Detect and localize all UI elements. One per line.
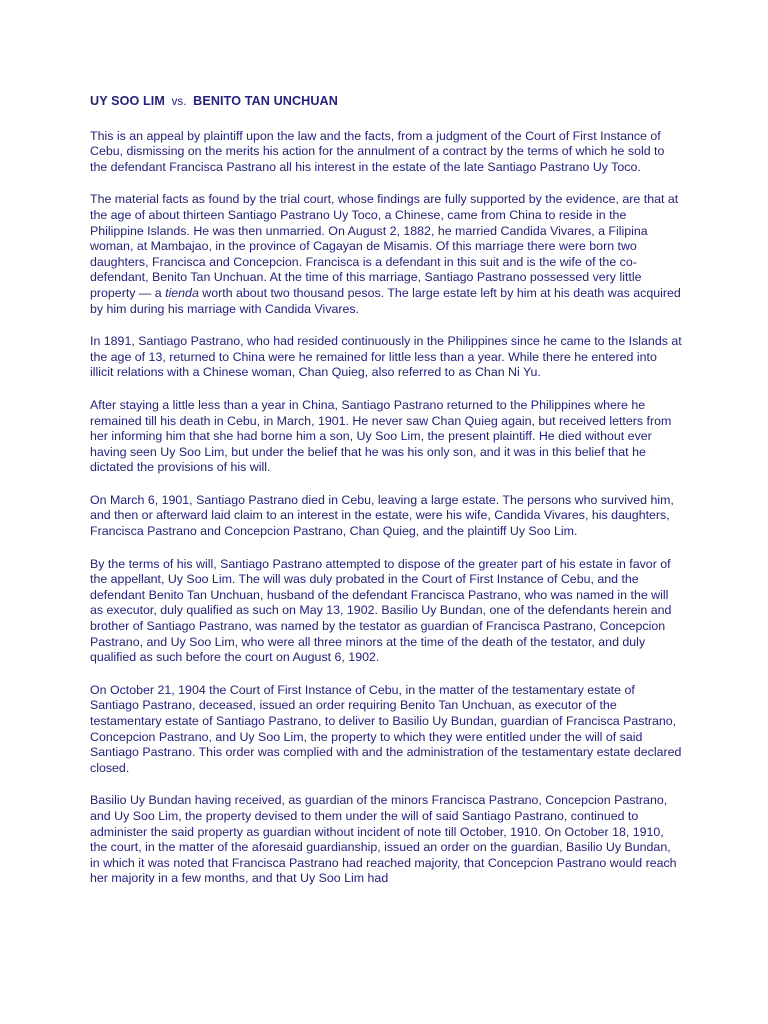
- paragraph-2-text-b: worth about two thousand pesos. The large estate left by him at his death was acquired by him during his marriage with Candida Vivares.: [90, 285, 681, 316]
- case-title: [90, 94, 682, 111]
- paragraph-2-text-a: The material facts as found by the trial court, whose findings are fully supported by the evidence, are that at the age of about thirteen Santiago Pastrano Uy Toco, a Chinese, came from China to reside in the Philippine Islands. He was then unmarried. On August 2, 1882, he married Candida Vivares, a Filipina woman, at Mambajao, in the province of Cagayan de Misamis. Of this marriage there were born two daughters, Francisca and Concepcion. Francisca is a defendant in this suit and is the wife of the co-defendant, Benito Tan Unchuan. At the time of this marriage, Santiago Pastrano possessed very little property — a: [90, 192, 679, 300]
- versus-label: vs.: [171, 96, 187, 108]
- paragraph-2: [90, 192, 682, 317]
- defendant-name: BENITO TAN UNCHUAN: [193, 94, 338, 108]
- paragraph-1: This is an appeal by plaintiff upon the law and the facts, from a judgment of the Court of First Instance of Cebu, dismissing on the merits his action for the annulment of a contract by the terms of which he sold to the defendant Francisca Pastrano all his interest in the estate of the late Santiago Pastrano Uy Toco.: [90, 128, 665, 174]
- plaintiff-name: UY SOO LIM: [90, 94, 165, 108]
- paragraph-4: After staying a little less than a year in China, Santiago Pastrano returned to the Philippines where he remained till his death in Cebu, in March, 1901. He never saw Chan Quieg again, but received letters from her informing him that she had borne him a son, Uy Soo Lim, the present plaintiff. He died without ever having seen Uy Soo Lim, but under the belief that he was his only son, and it was in this belief that he dictated the provisions of his will.: [90, 397, 672, 475]
- paragraph-6: By the terms of his will, Santiago Pastrano attempted to dispose of the greater part of his estate in favor of the appellant, Uy Soo Lim. The will was duly probated in the Court of First Instance of Cebu, and the defendant Benito Tan Unchuan, husband of the defendant Francisca Pastrano, who was named in the will as executor, duly qualified as such on May 13, 1902. Basilio Uy Bundan, one of the defendants herein and brother of Santiago Pastrano, was named by the testator as guardian of Francisca Pastrano, Concepcion Pastrano, and Uy Soo Lim, who were all three minors at the time of the death of the testator, and duly qualified as such before the court on August 6, 1902.: [90, 556, 672, 665]
- document-page: [90, 94, 682, 904]
- paragraph-3: In 1891, Santiago Pastrano, who had resided continuously in the Philippines since he came to the Islands at the age of 13, returned to China were he remained for little less than a year. While there he entered into illicit relations with a Chinese woman, Chan Quieg, also referred to as Chan Ni Yu.: [90, 334, 682, 380]
- paragraph-7: On October 21, 1904 the Court of First Instance of Cebu, in the matter of the testamentary estate of Santiago Pastrano, deceased, issued an order requiring Benito Tan Unchuan, as executor of the testamentary estate of Santiago Pastrano, to deliver to Basilio Uy Bundan, guardian of Francisca Pastrano, Concepcion Pastrano, and Uy Soo Lim, the property to which they were entitled under the will of said Santiago Pastrano. This order was complied with and the administration of the testamentary estate declared closed.: [90, 682, 682, 775]
- tienda-term: tienda: [165, 285, 199, 300]
- paragraph-8: Basilio Uy Bundan having received, as guardian of the minors Francisca Pastrano, Concepcion Pastrano, and Uy Soo Lim, the property devised to them under the will of said Santiago Pastrano, continued to administer the said property as guardian without incident of note till October, 1910. On October 18, 1910, the court, in the matter of the aforesaid guardianship, issued an order on the guardian, Basilio Uy Bundan, in which it was noted that Francisca Pastrano had reached majority, that Concepcion Pastrano would reach her majority in a few months, and that Uy Soo Lim had: [90, 793, 677, 886]
- paragraph-5: On March 6, 1901, Santiago Pastrano died in Cebu, leaving a large estate. The persons who survived him, and then or afterward laid claim to an interest in the estate, were his wife, Candida Vivares, his daughters, Francisca Pastrano and Concepcion Pastrano, Chan Quieg, and the plaintiff Uy Soo Lim.: [90, 492, 674, 539]
